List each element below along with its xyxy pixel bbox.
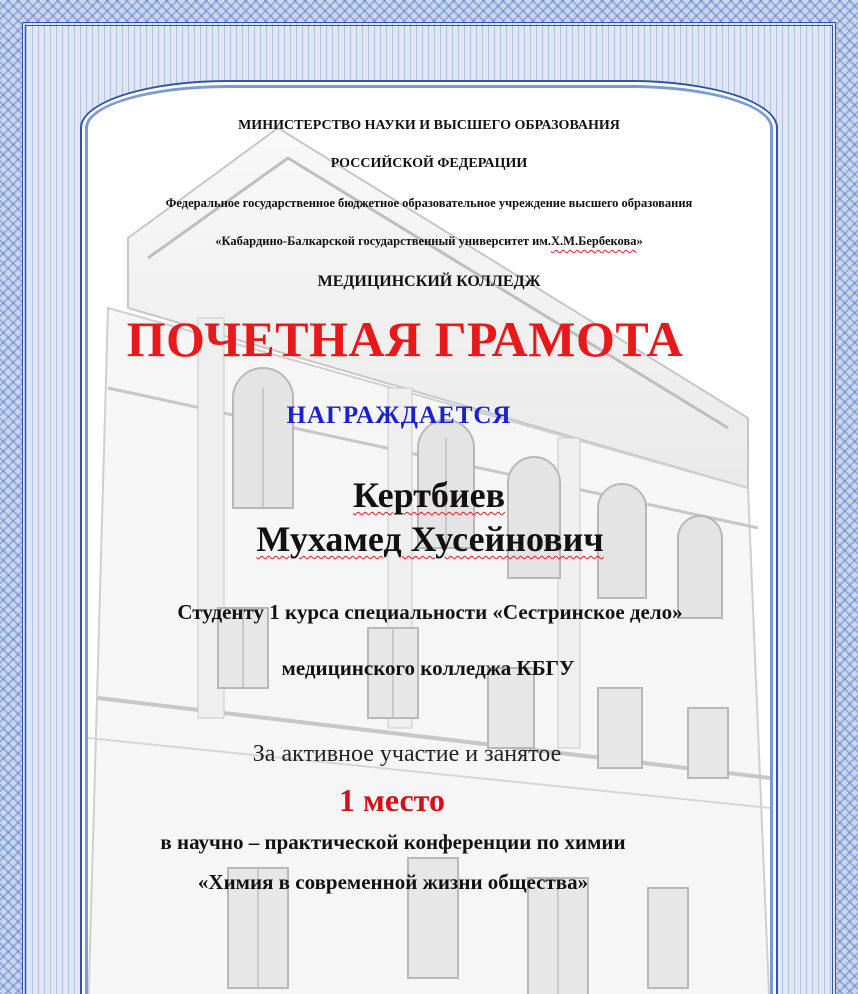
conference-line-2: «Химия в современной жизни общества» <box>197 870 589 894</box>
recipient-given-names <box>1 518 858 560</box>
given-names-text: Мухамед Хусейнович <box>256 519 604 559</box>
recipient-surname <box>0 474 858 516</box>
awarded-label: НАГРАЖДАЕТСЯ <box>286 402 512 429</box>
conference-line-1: в научно – практической конференции по химии <box>160 830 626 854</box>
university-close: » <box>636 234 643 248</box>
ministry-line-1: МИНИСТЕРСТВО НАУКИ И ВЫСШЕГО ОБРАЗОВАНИЯ <box>238 118 620 133</box>
university-line <box>0 234 858 249</box>
institution-type: Федеральное государственное бюджетное образовательное учреждение высшего образования <box>165 196 693 210</box>
university-open: «Кабардино-Балкарской государственный университет им. <box>215 234 552 248</box>
surname-text: Кертбиев <box>352 475 506 515</box>
ministry-line-2: РОССИЙСКОЙ ФЕДЕРАЦИИ <box>330 156 528 171</box>
certificate-title: ПОЧЕТНАЯ ГРАМОТА <box>126 311 684 367</box>
award-reason: За активное участие и занятое <box>252 741 562 767</box>
place-award: 1 место <box>339 782 445 818</box>
college-name: МЕДИЦИНСКИЙ КОЛЛЕДЖ <box>317 273 541 290</box>
student-line-2: медицинского колледжа КБГУ <box>281 656 575 680</box>
university-name: Х.М.Бербекова <box>551 234 637 248</box>
student-line-1: Студенту 1 курса специальности «Сестринское дело» <box>177 600 683 624</box>
